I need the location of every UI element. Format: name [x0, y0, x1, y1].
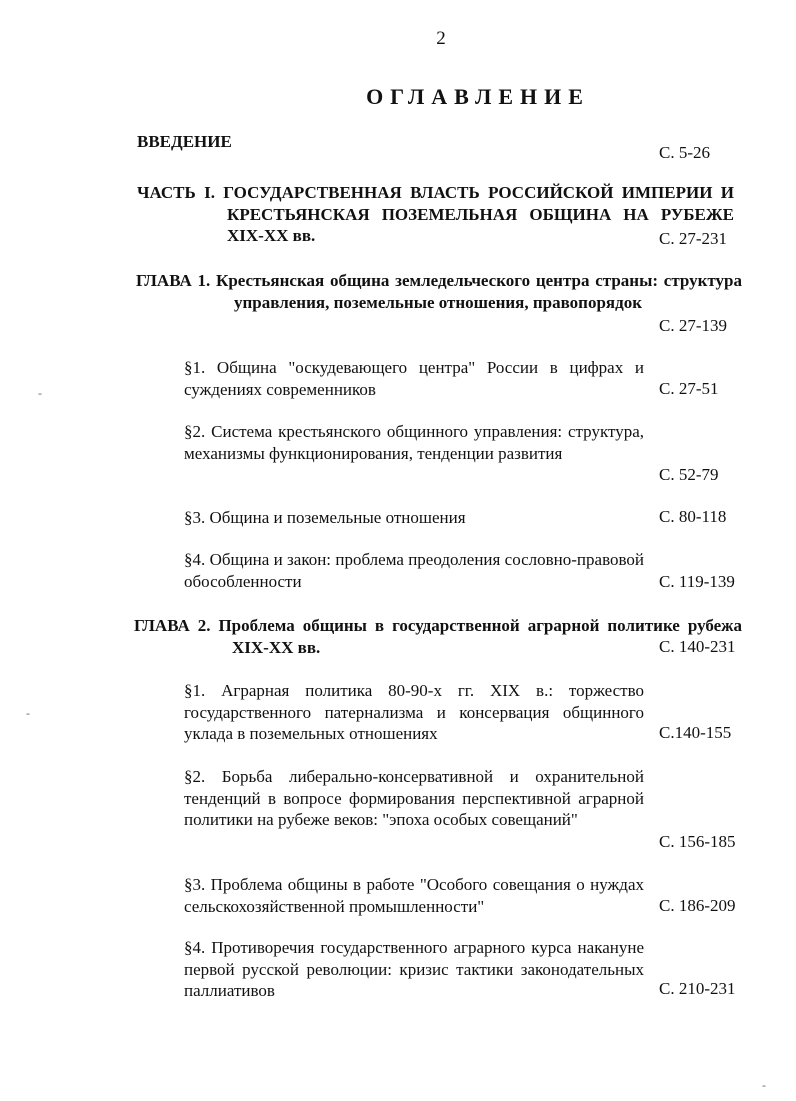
toc-part1-title: ЧАСТЬ I. ГОСУДАРСТВЕННАЯ ВЛАСТЬ РОССИЙСКОЙ ИМПЕРИИ И КРЕСТЬЯНСКАЯ ПОЗЕМЕЛЬНАЯ ОБЩИНА НА РУБЕЖЕ XIX-XX вв.: [137, 183, 734, 245]
toc-chapter1-title: ГЛАВА 1. Крестьянская община земледельческого центра страны: структура управления, поземельные отношения, правопорядок: [136, 271, 742, 312]
toc-intro-label: ВВЕДЕНИЕ: [137, 132, 232, 151]
toc-ch1-section2-pages: С. 52-79: [659, 465, 719, 484]
page-number: 2: [436, 28, 446, 49]
toc-intro-pages: С. 5-26: [659, 143, 710, 162]
toc-ch1-section2: §2. Система крестьянского общинного управления: структура, механизмы функционирования, тенденции развития: [184, 422, 644, 463]
toc-title: ОГЛАВЛЕНИЕ: [366, 84, 590, 109]
toc-ch1-section1-pages: С. 27-51: [659, 379, 719, 398]
toc-chapter2-title: ГЛАВА 2. Проблема общины в государственной аграрной политике рубежа XIX-XX вв.: [134, 616, 742, 657]
scan-mark: ‐: [762, 1078, 766, 1092]
scan-mark: ‐: [26, 706, 30, 720]
toc-ch1-section3: §3. Община и поземельные отношения: [184, 508, 466, 527]
scan-mark: ‐: [38, 386, 42, 400]
toc-ch2-section2-pages: С. 156-185: [659, 832, 736, 851]
toc-ch1-section4: §4. Община и закон: проблема преодоления сословно-правовой обособленности: [184, 550, 644, 591]
toc-ch2-section4-pages: С. 210-231: [659, 979, 736, 998]
toc-chapter2-pages: С. 140-231: [659, 637, 736, 656]
toc-ch1-section4-pages: С. 119-139: [659, 572, 735, 591]
toc-part1-pages: С. 27-231: [659, 229, 727, 248]
toc-ch2-section2: §2. Борьба либерально-консервативной и охранительной тенденций в вопросе формирования перспективной аграрной политики на рубеже веков: "эпоха особых совещаний": [184, 767, 644, 829]
toc-ch2-section1-pages: С.140-155: [659, 723, 732, 742]
toc-ch2-section1: §1. Аграрная политика 80-90-х гг. XIX в.: торжество государственного патернализма и консервация общинного уклада в поземельных отношениях: [184, 681, 644, 743]
toc-ch2-section4: §4. Противоречия государственного аграрного курса накануне первой русской революции: кризис тактики законодательных паллиативов: [184, 938, 644, 1000]
toc-ch2-section3-pages: С. 186-209: [659, 896, 736, 915]
toc-ch2-section3: §3. Проблема общины в работе "Особого совещания о нуждах сельскохозяйственной промышленности": [184, 875, 644, 916]
toc-ch1-section1: §1. Община "оскудевающего центра" России в цифрах и суждениях современников: [184, 358, 644, 399]
toc-ch1-section3-pages: С. 80-118: [659, 507, 727, 526]
toc-chapter1-pages: С. 27-139: [659, 316, 727, 335]
